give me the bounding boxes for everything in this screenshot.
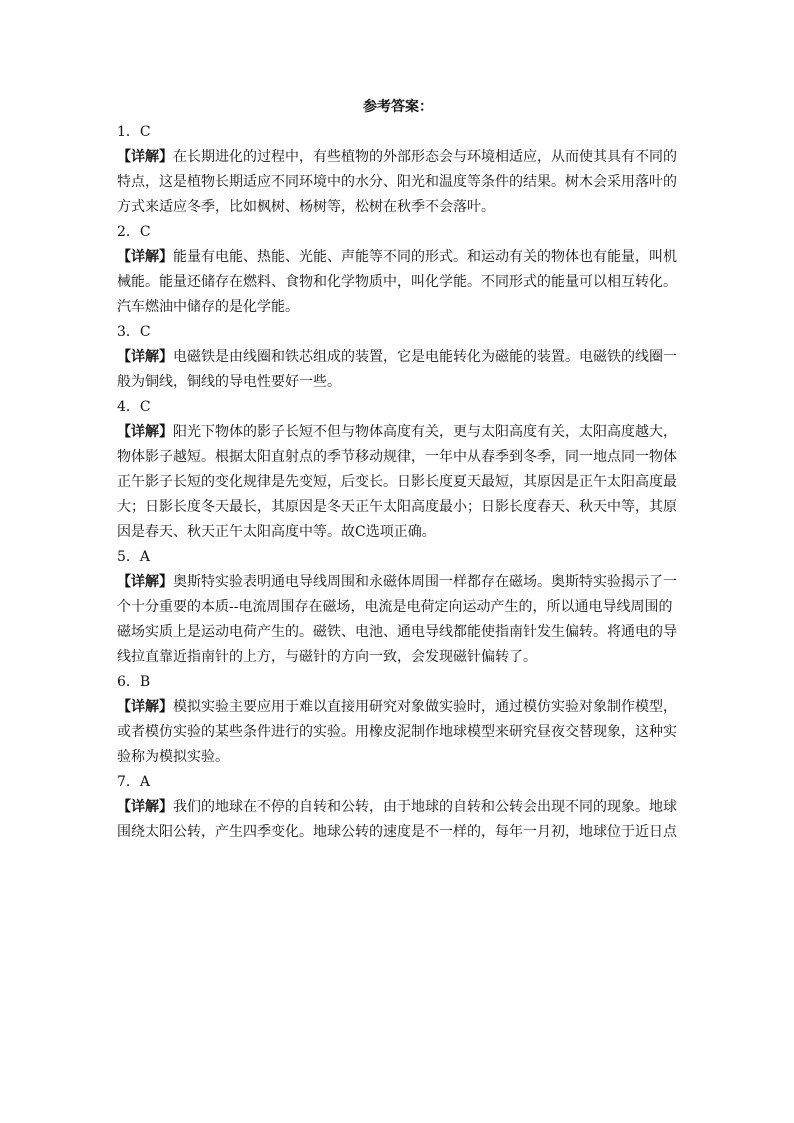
answer-list	[117, 120, 679, 845]
answer-number: 5．A	[117, 549, 151, 565]
explanation-line	[117, 145, 679, 170]
explanation-line	[117, 620, 679, 645]
explanation-line	[117, 470, 679, 495]
explanation-line	[117, 520, 679, 545]
explanation-text: 我们的地球在不停的自转和公转，由于地球的自转和公转会出现不同的现象。地球	[173, 799, 677, 815]
explanation-line	[117, 195, 679, 220]
explanation-line	[117, 295, 679, 320]
explanation-line	[117, 370, 679, 395]
explanation-text: 验称为模拟实验。	[117, 749, 229, 765]
explanation-text: 械能。能量还储存在燃料、食物和化学物质中，叫化学能。不同形式的能量可以相互转化。	[117, 274, 677, 290]
answer-number: 4．C	[117, 399, 151, 415]
answer-number: 6．B	[117, 674, 151, 690]
explanation-tag: 【详解】	[117, 424, 173, 440]
explanation-line	[117, 420, 679, 445]
explanation-text: 汽车燃油中储存的是化学能。	[117, 299, 299, 315]
page-title: 参考答案：	[363, 99, 433, 115]
explanation-line	[117, 495, 679, 520]
explanation-text: 围绕太阳公转，产生四季变化。地球公转的速度是不一样的，每年一月初，地球位于近日点	[117, 824, 677, 840]
explanation-text: 电磁铁是由线圈和铁芯组成的装置，它是电能转化为磁能的装置。电磁铁的线圈一	[173, 349, 677, 365]
answer-page	[117, 94, 679, 845]
explanation-line	[117, 445, 679, 470]
explanation-line	[117, 595, 679, 620]
explanation-line	[117, 745, 679, 770]
explanation-tag: 【详解】	[117, 249, 173, 265]
explanation-text: 大；日影长度冬天最长，其原因是冬天正午太阳高度最小；日影长度春天、秋天中等，其原	[117, 499, 677, 515]
explanation-line	[117, 645, 679, 670]
explanation-tag: 【详解】	[117, 574, 173, 590]
explanation-line	[117, 170, 679, 195]
explanation-text: 阳光下物体的影子长短不但与物体高度有关，更与太阳高度有关，太阳高度越大，	[173, 424, 677, 440]
explanation-line	[117, 820, 679, 845]
explanation-line	[117, 795, 679, 820]
explanation-text: 因是春天、秋天正午太阳高度中等。故C选项正确。	[117, 524, 436, 540]
answer-number: 3．C	[117, 324, 151, 340]
answer-number: 1．C	[117, 124, 151, 140]
explanation-line	[117, 720, 679, 745]
explanation-text: 物体影子越短。根据太阳直射点的季节移动规律，一年中从春季到冬季，同一地点同一物体	[117, 449, 677, 465]
explanation-line	[117, 245, 679, 270]
answer-number: 7．A	[117, 774, 151, 790]
explanation-tag: 【详解】	[117, 699, 173, 715]
explanation-tag: 【详解】	[117, 149, 173, 165]
explanation-text: 方式来适应冬季，比如枫树、杨树等，松树在秋季不会落叶。	[117, 199, 495, 215]
explanation-line	[117, 695, 679, 720]
explanation-line	[117, 570, 679, 595]
explanation-text: 正午影子长短的变化规律是先变短，后变长。日影长度夏天最短，其原因是正午太阳高度最	[117, 474, 677, 490]
explanation-text: 个十分重要的本质--电流周围存在磁场，电流是电荷定向运动产生的，所以通电导线周围的	[117, 599, 673, 615]
explanation-text: 能量有电能、热能、光能、声能等不同的形式。和运动有关的物体也有能量，叫机	[173, 249, 677, 265]
explanation-text: 模拟实验主要应用于难以直接用研究对象做实验时，通过模仿实验对象制作模型，	[173, 699, 677, 715]
answer-number: 2．C	[117, 224, 151, 240]
explanation-text: 线拉直靠近指南针的上方，与磁针的方向一致，会发现磁针偏转了。	[117, 649, 537, 665]
explanation-line	[117, 345, 679, 370]
explanation-text: 在长期进化的过程中，有些植物的外部形态会与环境相适应，从而使其具有不同的	[173, 149, 677, 165]
explanation-tag: 【详解】	[117, 349, 173, 365]
explanation-text: 特点，这是植物长期适应不同环境中的水分、阳光和温度等条件的结果。树木会采用落叶的	[117, 174, 677, 190]
explanation-tag: 【详解】	[117, 799, 173, 815]
explanation-text: 磁场实质上是运动电荷产生的。磁铁、电池、通电导线都能使指南针发生偏转。将通电的导	[117, 624, 677, 640]
explanation-text: 般为铜线，铜线的导电性要好一些。	[117, 374, 341, 390]
explanation-line	[117, 270, 679, 295]
explanation-text: 奥斯特实验表明通电导线周围和永磁体周围一样都存在磁场。奥斯特实验揭示了一	[173, 574, 677, 590]
explanation-text: 或者模仿实验的某些条件进行的实验。用橡皮泥制作地球模型来研究昼夜交替现象，这种实	[117, 724, 677, 740]
